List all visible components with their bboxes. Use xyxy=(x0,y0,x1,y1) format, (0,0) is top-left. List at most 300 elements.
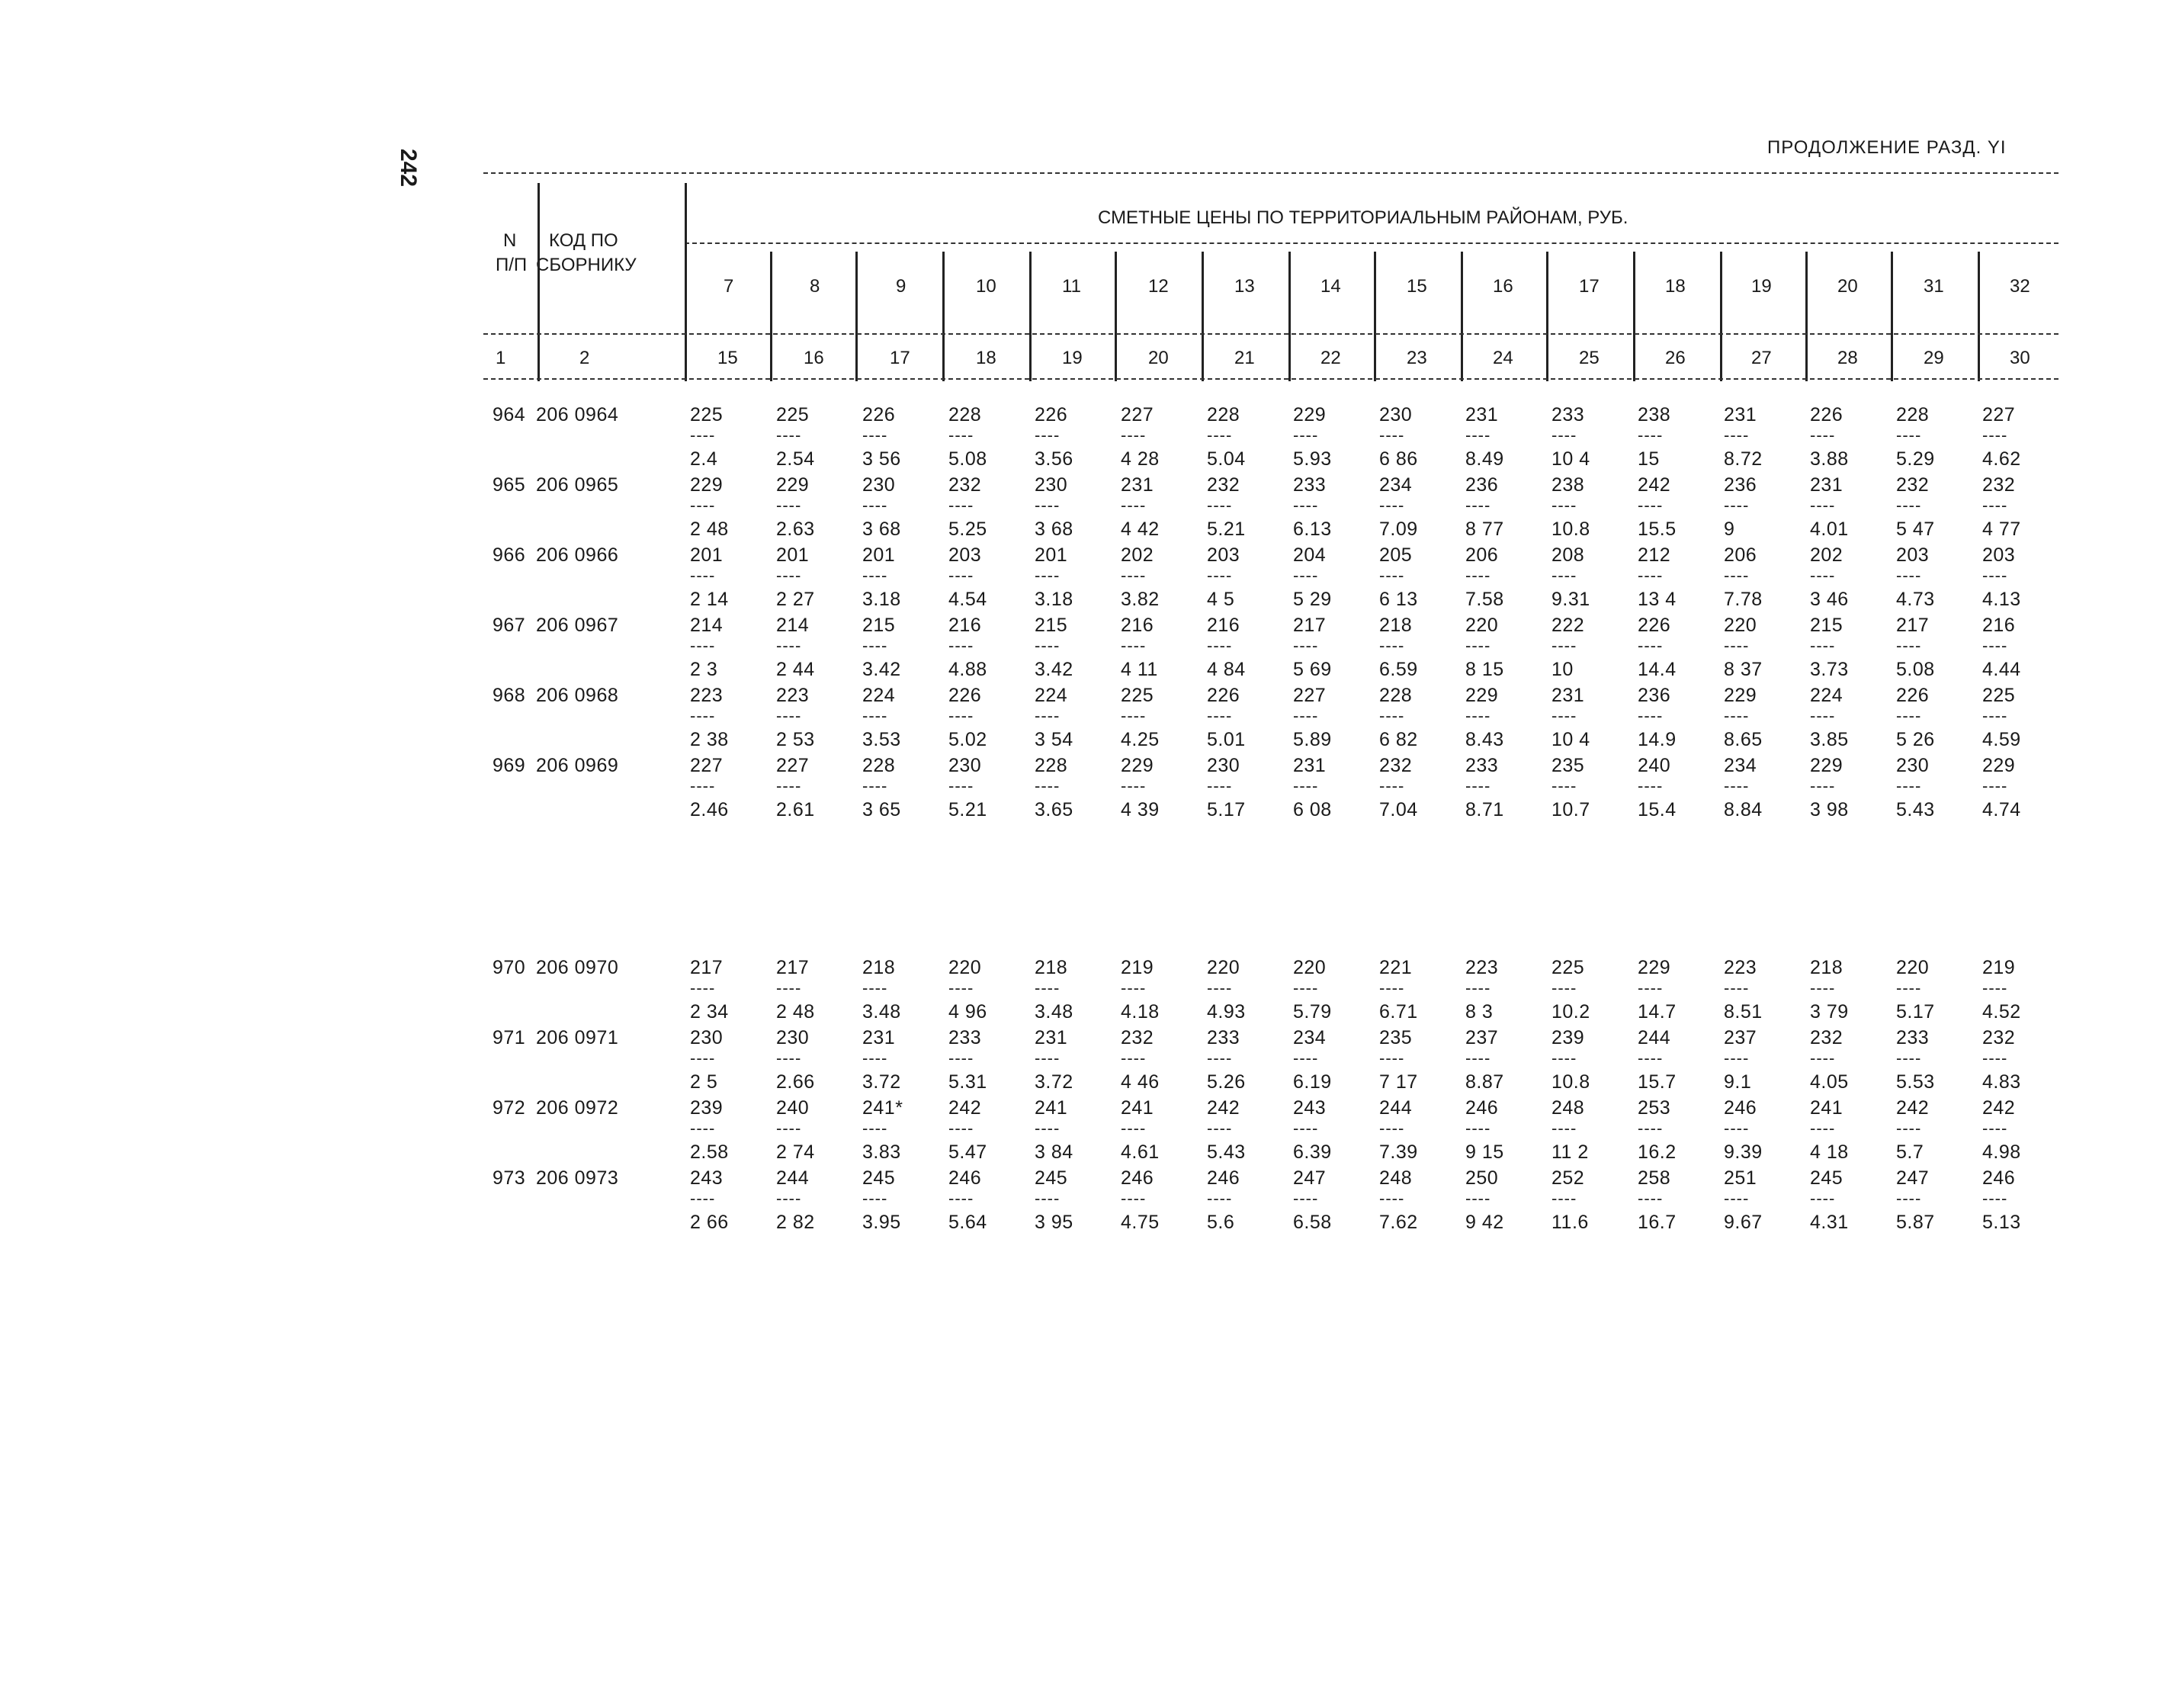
fraction-bar: ---- xyxy=(1293,776,1319,795)
fraction-bar: ---- xyxy=(1465,776,1491,795)
fraction-bar: ---- xyxy=(776,1189,802,1208)
price-value: 231 xyxy=(1810,474,1843,496)
price-value: 244 xyxy=(1638,1027,1671,1048)
price-value: 230 xyxy=(1035,474,1068,496)
price-coefficient: 6.19 xyxy=(1293,1071,1332,1093)
fraction-bar: ---- xyxy=(1379,1048,1405,1068)
fraction-bar: ---- xyxy=(1551,425,1577,445)
price-coefficient: 5.25 xyxy=(948,518,987,540)
price-coefficient: 3 98 xyxy=(1810,799,1849,820)
price-coefficient: 11 2 xyxy=(1551,1141,1589,1163)
price-value: 202 xyxy=(1810,544,1843,566)
district-border xyxy=(1891,252,1893,381)
price-value: 232 xyxy=(1207,474,1240,496)
district-number: 10 xyxy=(976,276,996,297)
price-value: 246 xyxy=(1207,1167,1240,1189)
fraction-bar: ---- xyxy=(1982,776,2008,795)
row-number: 971 xyxy=(493,1027,526,1048)
fraction-bar: ---- xyxy=(948,776,974,795)
fraction-bar: ---- xyxy=(862,636,888,655)
price-coefficient: 4.18 xyxy=(1121,1001,1160,1023)
column-index: 1 xyxy=(496,348,506,368)
price-coefficient: 10.2 xyxy=(1551,1001,1590,1023)
price-value: 229 xyxy=(690,474,724,496)
fraction-bar: ---- xyxy=(1293,425,1319,445)
row-number: 967 xyxy=(493,615,526,636)
fraction-bar: ---- xyxy=(1121,425,1147,445)
price-coefficient: 2 5 xyxy=(690,1071,718,1093)
prices-title-rule xyxy=(685,242,2058,244)
price-coefficient: 8.65 xyxy=(1724,729,1763,750)
fraction-bar: ---- xyxy=(862,1189,888,1208)
price-value: 226 xyxy=(1896,685,1930,706)
price-value: 224 xyxy=(862,685,896,706)
fraction-bar: ---- xyxy=(948,1048,974,1068)
price-coefficient: 5.02 xyxy=(948,729,987,750)
price-coefficient: 5.93 xyxy=(1293,448,1332,470)
column-index: 22 xyxy=(1320,348,1341,368)
price-coefficient: 13 4 xyxy=(1638,589,1677,610)
price-coefficient: 5.13 xyxy=(1982,1212,2021,1233)
price-value: 236 xyxy=(1638,685,1671,706)
fraction-bar: ---- xyxy=(1724,425,1750,445)
price-coefficient: 5.47 xyxy=(948,1141,987,1163)
price-value: 241* xyxy=(862,1097,903,1119)
row-code: 206 0970 xyxy=(536,957,619,978)
price-coefficient: 2.66 xyxy=(776,1071,815,1093)
price-coefficient: 3.42 xyxy=(862,659,901,680)
price-coefficient: 3.82 xyxy=(1121,589,1160,610)
price-value: 248 xyxy=(1551,1097,1585,1119)
price-coefficient: 2.61 xyxy=(776,799,815,820)
price-coefficient: 4 28 xyxy=(1121,448,1160,470)
price-coefficient: 2 66 xyxy=(690,1212,729,1233)
price-coefficient: 8 37 xyxy=(1724,659,1763,680)
fraction-bar: ---- xyxy=(1293,1189,1319,1208)
column-index: 2 xyxy=(579,348,590,368)
fraction-bar: ---- xyxy=(690,1048,716,1068)
fraction-bar: ---- xyxy=(1896,636,1922,655)
fraction-bar: ---- xyxy=(1724,636,1750,655)
fraction-bar: ---- xyxy=(1465,636,1491,655)
fraction-bar: ---- xyxy=(1035,566,1061,585)
fraction-bar: ---- xyxy=(1207,776,1233,795)
price-coefficient: 2 27 xyxy=(776,589,815,610)
fraction-bar: ---- xyxy=(1724,566,1750,585)
fraction-bar: ---- xyxy=(690,566,716,585)
price-value: 228 xyxy=(1035,755,1068,776)
district-border xyxy=(1115,252,1117,381)
price-value: 231 xyxy=(1035,1027,1068,1048)
price-value: 215 xyxy=(1810,615,1843,636)
fraction-bar: ---- xyxy=(1982,978,2008,997)
price-value: 205 xyxy=(1379,544,1413,566)
column-index: 19 xyxy=(1062,348,1083,368)
price-coefficient: 5.87 xyxy=(1896,1212,1935,1233)
price-value: 229 xyxy=(1465,685,1499,706)
price-coefficient: 2 48 xyxy=(776,1001,815,1023)
price-value: 228 xyxy=(1896,404,1930,425)
fraction-bar: ---- xyxy=(1638,636,1664,655)
price-coefficient: 2 82 xyxy=(776,1212,815,1233)
price-value: 203 xyxy=(948,544,982,566)
price-value: 215 xyxy=(862,615,896,636)
fraction-bar: ---- xyxy=(1121,1119,1147,1138)
price-value: 238 xyxy=(1638,404,1671,425)
district-number: 13 xyxy=(1234,276,1255,297)
fraction-bar: ---- xyxy=(690,706,716,725)
district-border xyxy=(1461,252,1463,381)
price-value: 231 xyxy=(1465,404,1499,425)
header-bottom-rule xyxy=(483,378,2058,380)
fraction-bar: ---- xyxy=(1465,496,1491,515)
price-value: 227 xyxy=(690,755,724,776)
price-value: 228 xyxy=(1379,685,1413,706)
price-value: 226 xyxy=(862,404,896,425)
fraction-bar: ---- xyxy=(1638,1189,1664,1208)
district-number: 9 xyxy=(896,276,906,297)
price-coefficient: 5.08 xyxy=(1896,659,1935,680)
fraction-bar: ---- xyxy=(1551,1048,1577,1068)
price-value: 230 xyxy=(1379,404,1413,425)
row-number: 969 xyxy=(493,755,526,776)
fraction-bar: ---- xyxy=(1982,566,2008,585)
price-value: 234 xyxy=(1379,474,1413,496)
fraction-bar: ---- xyxy=(1810,425,1836,445)
price-value: 216 xyxy=(1982,615,2016,636)
price-coefficient: 8.71 xyxy=(1465,799,1504,820)
column-index: 24 xyxy=(1493,348,1513,368)
fraction-bar: ---- xyxy=(862,1119,888,1138)
price-coefficient: 3.73 xyxy=(1810,659,1849,680)
price-value: 218 xyxy=(1810,957,1843,978)
price-coefficient: 4 18 xyxy=(1810,1141,1849,1163)
fraction-bar: ---- xyxy=(1982,1119,2008,1138)
price-coefficient: 4.93 xyxy=(1207,1001,1246,1023)
column-index: 26 xyxy=(1665,348,1686,368)
price-value: 240 xyxy=(776,1097,810,1119)
price-coefficient: 4.31 xyxy=(1810,1212,1849,1233)
price-value: 227 xyxy=(1121,404,1154,425)
price-value: 246 xyxy=(1465,1097,1499,1119)
price-value: 208 xyxy=(1551,544,1585,566)
price-value: 201 xyxy=(690,544,724,566)
price-value: 229 xyxy=(1293,404,1327,425)
fraction-bar: ---- xyxy=(1207,1189,1233,1208)
price-value: 204 xyxy=(1293,544,1327,566)
price-coefficient: 8 77 xyxy=(1465,518,1504,540)
price-value: 201 xyxy=(776,544,810,566)
row-code: 206 0969 xyxy=(536,755,619,776)
price-value: 231 xyxy=(1293,755,1327,776)
fraction-bar: ---- xyxy=(1121,978,1147,997)
price-coefficient: 3.18 xyxy=(1035,589,1073,610)
fraction-bar: ---- xyxy=(1810,1189,1836,1208)
fraction-bar: ---- xyxy=(1035,776,1061,795)
price-coefficient: 7.58 xyxy=(1465,589,1504,610)
price-coefficient: 8.72 xyxy=(1724,448,1763,470)
fraction-bar: ---- xyxy=(1379,496,1405,515)
fraction-bar: ---- xyxy=(1724,1119,1750,1138)
price-coefficient: 9.31 xyxy=(1551,589,1590,610)
price-value: 220 xyxy=(1896,957,1930,978)
price-coefficient: 2.63 xyxy=(776,518,815,540)
row-number: 973 xyxy=(493,1167,526,1189)
price-coefficient: 5.64 xyxy=(948,1212,987,1233)
fraction-bar: ---- xyxy=(1207,706,1233,725)
price-value: 227 xyxy=(1982,404,2016,425)
fraction-bar: ---- xyxy=(1207,1048,1233,1068)
fraction-bar: ---- xyxy=(1982,425,2008,445)
price-coefficient: 4 11 xyxy=(1121,659,1158,680)
column-index: 29 xyxy=(1924,348,1944,368)
fraction-bar: ---- xyxy=(1638,1048,1664,1068)
price-coefficient: 5.01 xyxy=(1207,729,1246,750)
fraction-bar: ---- xyxy=(1810,978,1836,997)
price-value: 232 xyxy=(1982,474,2016,496)
price-value: 222 xyxy=(1551,615,1585,636)
price-coefficient: 8 3 xyxy=(1465,1001,1494,1023)
price-coefficient: 10 4 xyxy=(1551,448,1590,470)
price-coefficient: 4.44 xyxy=(1982,659,2021,680)
price-coefficient: 14.9 xyxy=(1638,729,1677,750)
price-value: 244 xyxy=(776,1167,810,1189)
price-coefficient: 5.04 xyxy=(1207,448,1246,470)
price-coefficient: 3 84 xyxy=(1035,1141,1073,1163)
fraction-bar: ---- xyxy=(1293,706,1319,725)
fraction-bar: ---- xyxy=(1293,636,1319,655)
fraction-bar: ---- xyxy=(1207,425,1233,445)
fraction-bar: ---- xyxy=(1810,636,1836,655)
price-coefficient: 6.39 xyxy=(1293,1141,1332,1163)
row-code: 206 0968 xyxy=(536,685,619,706)
district-number: 8 xyxy=(810,276,820,297)
fraction-bar: ---- xyxy=(1551,1119,1577,1138)
district-border xyxy=(855,252,858,381)
fraction-bar: ---- xyxy=(948,425,974,445)
fraction-bar: ---- xyxy=(1293,978,1319,997)
price-coefficient: 5.7 xyxy=(1896,1141,1924,1163)
price-coefficient: 4.54 xyxy=(948,589,987,610)
price-coefficient: 6.71 xyxy=(1379,1001,1418,1023)
district-border xyxy=(942,252,945,381)
price-value: 225 xyxy=(1982,685,2016,706)
price-coefficient: 15 xyxy=(1638,448,1660,470)
fraction-bar: ---- xyxy=(1896,706,1922,725)
n-code-border xyxy=(537,183,540,381)
fraction-bar: ---- xyxy=(1638,425,1664,445)
price-coefficient: 10.8 xyxy=(1551,1071,1590,1093)
header-top-rule xyxy=(483,172,2058,174)
price-coefficient: 2 38 xyxy=(690,729,729,750)
price-coefficient: 15.5 xyxy=(1638,518,1677,540)
fraction-bar: ---- xyxy=(1724,1189,1750,1208)
fraction-bar: ---- xyxy=(1035,978,1061,997)
price-value: 217 xyxy=(776,957,810,978)
row-code: 206 0967 xyxy=(536,615,619,636)
fraction-bar: ---- xyxy=(1293,1048,1319,1068)
row-number: 966 xyxy=(493,544,526,566)
price-value: 231 xyxy=(1724,404,1757,425)
price-coefficient: 9.67 xyxy=(1724,1212,1763,1233)
fraction-bar: ---- xyxy=(776,706,802,725)
price-value: 226 xyxy=(1035,404,1068,425)
district-border xyxy=(1202,252,1204,381)
price-coefficient: 2 3 xyxy=(690,659,718,680)
fraction-bar: ---- xyxy=(1379,636,1405,655)
continuation-label: ПРОДОЛЖЕНИЕ РАЗД. YI xyxy=(1767,137,2007,158)
price-value: 230 xyxy=(1207,755,1240,776)
price-coefficient: 5.08 xyxy=(948,448,987,470)
price-coefficient: 9.1 xyxy=(1724,1071,1752,1093)
price-coefficient: 7.04 xyxy=(1379,799,1418,820)
fraction-bar: ---- xyxy=(1293,496,1319,515)
price-value: 214 xyxy=(690,615,724,636)
price-coefficient: 11.6 xyxy=(1551,1212,1589,1233)
price-coefficient: 5.21 xyxy=(948,799,987,820)
price-coefficient: 2.54 xyxy=(776,448,815,470)
fraction-bar: ---- xyxy=(1982,636,2008,655)
price-value: 230 xyxy=(1896,755,1930,776)
price-coefficient: 4.88 xyxy=(948,659,987,680)
fraction-bar: ---- xyxy=(1551,496,1577,515)
fraction-bar: ---- xyxy=(1379,978,1405,997)
fraction-bar: ---- xyxy=(1121,1189,1147,1208)
fraction-bar: ---- xyxy=(1035,496,1061,515)
price-value: 230 xyxy=(862,474,896,496)
fraction-bar: ---- xyxy=(1379,1189,1405,1208)
price-coefficient: 7.62 xyxy=(1379,1212,1418,1233)
fraction-bar: ---- xyxy=(1465,1119,1491,1138)
price-coefficient: 3.48 xyxy=(862,1001,901,1023)
price-value: 245 xyxy=(862,1167,896,1189)
price-value: 230 xyxy=(948,755,982,776)
price-coefficient: 5.6 xyxy=(1207,1212,1235,1233)
price-value: 234 xyxy=(1293,1027,1327,1048)
district-number: 7 xyxy=(724,276,734,297)
fraction-bar: ---- xyxy=(1207,496,1233,515)
price-coefficient: 4 39 xyxy=(1121,799,1160,820)
price-value: 232 xyxy=(1896,474,1930,496)
price-coefficient: 5.43 xyxy=(1896,799,1935,820)
fraction-bar: ---- xyxy=(776,1119,802,1138)
fraction-bar: ---- xyxy=(1379,706,1405,725)
fraction-bar: ---- xyxy=(1810,1048,1836,1068)
fraction-bar: ---- xyxy=(862,776,888,795)
price-coefficient: 15.4 xyxy=(1638,799,1677,820)
fraction-bar: ---- xyxy=(1896,776,1922,795)
row-code: 206 0965 xyxy=(536,474,619,496)
price-value: 233 xyxy=(1465,755,1499,776)
price-value: 225 xyxy=(690,404,724,425)
price-value: 223 xyxy=(776,685,810,706)
fraction-bar: ---- xyxy=(1810,566,1836,585)
price-value: 228 xyxy=(862,755,896,776)
price-value: 226 xyxy=(1207,685,1240,706)
price-value: 219 xyxy=(1121,957,1154,978)
price-value: 227 xyxy=(1293,685,1327,706)
fraction-bar: ---- xyxy=(1121,706,1147,725)
price-coefficient: 6 86 xyxy=(1379,448,1418,470)
price-coefficient: 5 69 xyxy=(1293,659,1332,680)
fraction-bar: ---- xyxy=(1551,1189,1577,1208)
price-value: 229 xyxy=(1982,755,2016,776)
fraction-bar: ---- xyxy=(1724,776,1750,795)
fraction-bar: ---- xyxy=(1638,978,1664,997)
price-coefficient: 3 95 xyxy=(1035,1212,1073,1233)
price-value: 226 xyxy=(1810,404,1843,425)
fraction-bar: ---- xyxy=(1465,566,1491,585)
district-border xyxy=(1288,252,1291,381)
fraction-bar: ---- xyxy=(1982,706,2008,725)
price-coefficient: 4.83 xyxy=(1982,1071,2021,1093)
price-coefficient: 4 46 xyxy=(1121,1071,1160,1093)
fraction-bar: ---- xyxy=(1379,425,1405,445)
price-coefficient: 7 17 xyxy=(1379,1071,1418,1093)
price-coefficient: 9 15 xyxy=(1465,1141,1504,1163)
fraction-bar: ---- xyxy=(1551,776,1577,795)
fraction-bar: ---- xyxy=(1035,636,1061,655)
price-coefficient: 4.13 xyxy=(1982,589,2021,610)
fraction-bar: ---- xyxy=(1121,636,1147,655)
price-value: 233 xyxy=(948,1027,982,1048)
price-coefficient: 5.21 xyxy=(1207,518,1246,540)
price-value: 203 xyxy=(1896,544,1930,566)
col-code-label: КОД ПО xyxy=(549,230,618,251)
price-coefficient: 3 54 xyxy=(1035,729,1073,750)
price-value: 232 xyxy=(1982,1027,2016,1048)
district-number: 14 xyxy=(1320,276,1341,297)
price-value: 246 xyxy=(1724,1097,1757,1119)
column-index: 27 xyxy=(1751,348,1772,368)
price-value: 202 xyxy=(1121,544,1154,566)
price-coefficient: 2.46 xyxy=(690,799,729,820)
column-index: 25 xyxy=(1579,348,1600,368)
fraction-bar: ---- xyxy=(1465,425,1491,445)
price-value: 242 xyxy=(948,1097,982,1119)
price-value: 231 xyxy=(1121,474,1154,496)
price-coefficient: 2 44 xyxy=(776,659,815,680)
price-coefficient: 5.43 xyxy=(1207,1141,1246,1163)
price-value: 212 xyxy=(1638,544,1671,566)
price-coefficient: 6 82 xyxy=(1379,729,1418,750)
price-coefficient: 4.98 xyxy=(1982,1141,2021,1163)
price-coefficient: 5.53 xyxy=(1896,1071,1935,1093)
price-value: 228 xyxy=(948,404,982,425)
price-value: 231 xyxy=(862,1027,896,1048)
price-coefficient: 3 46 xyxy=(1810,589,1849,610)
district-number: 12 xyxy=(1148,276,1169,297)
price-value: 227 xyxy=(776,755,810,776)
price-coefficient: 3.56 xyxy=(1035,448,1073,470)
fraction-bar: ---- xyxy=(1465,706,1491,725)
price-coefficient: 3 79 xyxy=(1810,1001,1849,1023)
district-number: 16 xyxy=(1493,276,1513,297)
price-value: 230 xyxy=(690,1027,724,1048)
fraction-bar: ---- xyxy=(1465,1048,1491,1068)
price-value: 242 xyxy=(1638,474,1671,496)
fraction-bar: ---- xyxy=(1724,978,1750,997)
price-value: 221 xyxy=(1379,957,1413,978)
col-n-label: N xyxy=(503,230,517,251)
price-coefficient: 8 15 xyxy=(1465,659,1504,680)
fraction-bar: ---- xyxy=(690,978,716,997)
fraction-bar: ---- xyxy=(1896,425,1922,445)
fraction-bar: ---- xyxy=(948,496,974,515)
price-coefficient: 14.4 xyxy=(1638,659,1677,680)
price-value: 241 xyxy=(1035,1097,1068,1119)
price-coefficient: 3.83 xyxy=(862,1141,901,1163)
